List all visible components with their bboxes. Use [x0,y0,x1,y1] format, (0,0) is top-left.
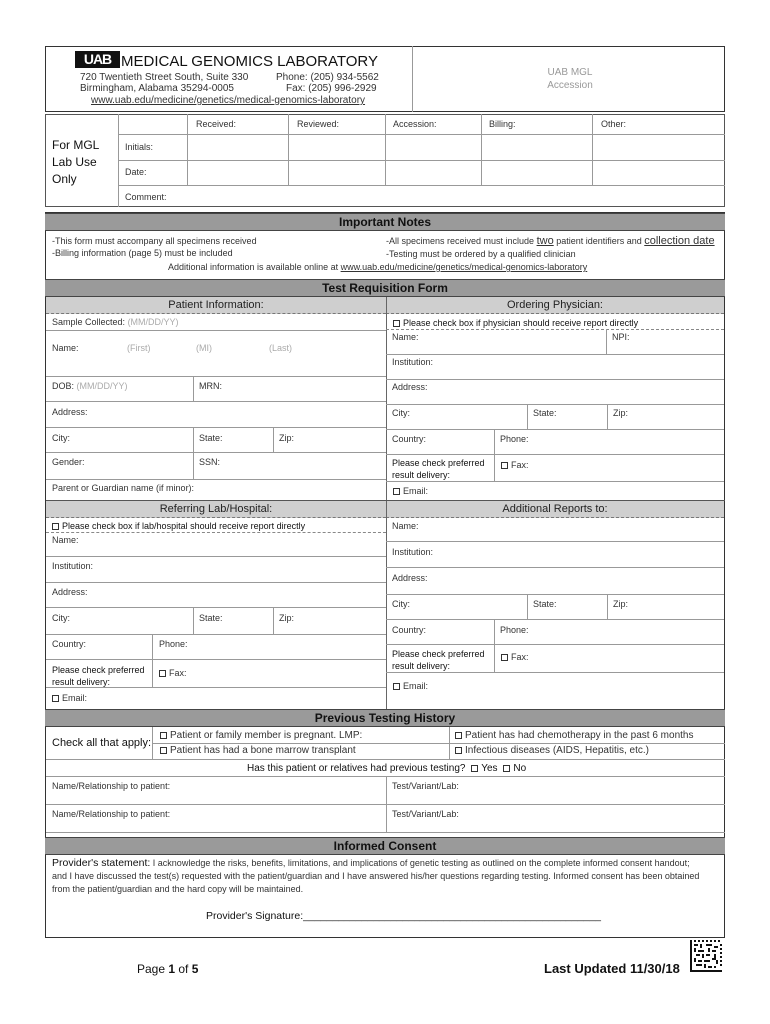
patient-zip-label: Zip: [279,433,295,443]
referring-address-label: Address: [52,587,88,597]
checkbox-icon[interactable] [393,683,400,690]
option-pregnant[interactable]: Patient or family member is pregnant. LMP: [160,730,362,741]
checkbox-icon[interactable] [160,747,167,754]
option-infectious[interactable]: Infectious diseases (AIDS, Hepatitis, etc.) [455,745,649,756]
referring-pref-label: Please check preferred result delivery: [52,665,145,687]
important-notes-header: Important Notes [45,213,725,231]
online-url[interactable]: www.uab.edu/medicine/genetics/medical-genomics-laboratory [340,262,588,272]
physician-city-label: City: [392,408,410,418]
first-placeholder: (First) [127,343,151,353]
referring-check[interactable]: Please check box if lab/hospital should receive report directly [52,521,305,531]
physician-zip-label: Zip: [613,408,629,418]
check-all-label: Check all that apply: [52,737,152,749]
test-variant-1: Test/Variant/Lab: [392,781,459,791]
option-chemotherapy[interactable]: Patient has had chemotherapy in the past 6 months [455,730,693,741]
referring-country-label: Country: [52,639,87,649]
referring-fax-option[interactable]: Fax: [159,668,187,678]
physician-pref-label: Please check preferred result delivery: [392,458,485,480]
last-updated: Last Updated 11/30/18 [544,961,680,976]
physician-fax-option[interactable]: Fax: [501,460,529,470]
note-online: Additional information is available online at www.uab.edu/medicine/genetics/medical-genomics-laboratory [168,262,588,272]
additional-city-label: City: [392,599,410,609]
provider-signature[interactable]: Provider's Signature:___________________________________________________ [206,910,601,922]
last-placeholder: (Last) [269,343,293,353]
checkbox-icon[interactable] [52,695,59,702]
lab-address-2: Birmingham, Alabama 35294-0005 [80,83,234,94]
referring-institution-label: Institution: [52,561,94,571]
consent-line-1: Provider's statement: I acknowledge the risks, benefits, limitations, and implications of genetic testing as outlined on the complete informed consent handout; [52,857,690,869]
checkbox-icon[interactable] [455,747,462,754]
checkbox-icon[interactable] [160,732,167,739]
additional-pref-label: Please check preferred result delivery: [392,649,485,671]
referring-name-label: Name: [52,535,79,545]
no-checkbox-icon[interactable] [503,765,510,772]
mi-placeholder: (MI) [196,343,212,353]
lab-address-1: 720 Twentieth Street South, Suite 330 [80,72,249,83]
checkbox-icon[interactable] [159,670,166,677]
referring-city-label: City: [52,613,70,623]
guardian-label: Parent or Guardian name (if minor): [52,483,195,493]
patient-info-header: Patient Information: [46,297,386,314]
referring-lab-header: Referring Lab/Hospital: [46,501,386,518]
referring-zip-label: Zip: [279,613,295,623]
yes-checkbox-icon[interactable] [471,765,478,772]
test-variant-2: Test/Variant/Lab: [392,809,459,819]
additional-phone-label: Phone: [500,625,529,635]
previous-testing-question: Has this patient or relatives had previous testing? Yes No [247,763,527,774]
referring-phone-label: Phone: [159,639,188,649]
note-left-2: -Billing information (page 5) must be included [52,248,233,258]
additional-email-option[interactable]: Email: [393,681,428,691]
accession-label: UAB MGL Accession [547,67,593,91]
physician-state-label: State: [533,408,557,418]
col-other: Other: [601,119,627,129]
row-initials: Initials: [125,142,154,152]
physician-institution-label: Institution: [392,357,434,367]
lab-name: MEDICAL GENOMICS LABORATORY [121,53,378,70]
additional-reports-header: Additional Reports to: [386,501,724,518]
physician-check[interactable]: Please check box if physician should receive report directly [393,318,638,328]
physician-npi-label: NPI: [612,332,630,342]
note-right-1: -All specimens received must include two patient identifiers and collection date [386,235,715,247]
page-number: Page 1 of 5 [137,962,199,976]
physician-country-label: Country: [392,434,427,444]
ssn-label: SSN: [199,457,221,467]
additional-country-label: Country: [392,625,427,635]
col-reviewed: Reviewed: [297,119,340,129]
sample-collected-label: Sample Collected: (MM/DD/YY) [52,317,179,327]
row-date: Date: [125,167,147,177]
referring-email-option[interactable]: Email: [52,693,87,703]
checkbox-icon[interactable] [393,320,400,327]
checkbox-icon[interactable] [52,523,59,530]
patient-state-label: State: [199,433,223,443]
ordering-physician-header: Ordering Physician: [386,297,724,314]
mrn-label: MRN: [199,381,222,391]
patient-city-label: City: [52,433,70,443]
lab-url[interactable]: www.uab.edu/medicine/genetics/medical-genomics-laboratory [91,95,366,106]
dob-label: DOB: (MM/DD/YY) [52,381,128,391]
uab-logo: UAB [75,51,120,68]
name-relationship-2: Name/Relationship to patient: [52,809,171,819]
name-relationship-1: Name/Relationship to patient: [52,781,171,791]
lab-use-label: For MGL Lab Use Only [52,138,99,186]
test-requisition-header: Test Requisition Form [45,279,725,297]
additional-fax-option[interactable]: Fax: [501,652,529,662]
consent-line-3: from the patient/guardian and the hard copy will be maintained. [52,884,304,894]
checkbox-icon[interactable] [393,488,400,495]
lab-phone: Phone: (205) 934-5562 [276,72,379,83]
informed-consent-header: Informed Consent [45,837,725,855]
datamatrix-barcode-icon [690,940,722,972]
checkbox-icon[interactable] [455,732,462,739]
additional-zip-label: Zip: [613,599,629,609]
additional-name-label: Name: [392,521,419,531]
physician-address-label: Address: [392,382,428,392]
lab-fax: Fax: (205) 996-2929 [286,83,377,94]
option-bone-marrow[interactable]: Patient has had a bone marrow transplant [160,745,356,756]
row-comment: Comment: [125,192,167,202]
col-received: Received: [196,119,237,129]
col-accession: Accession: [393,119,437,129]
previous-testing-header: Previous Testing History [45,709,725,727]
checkbox-icon[interactable] [501,462,508,469]
consent-line-2: and I have discussed the test(s) requested with the patient/guardian and I have answered his/her questions regarding testing. Informed consent has been obtained [52,871,700,881]
physician-name-label: Name: [392,332,419,342]
physician-phone-label: Phone: [500,434,529,444]
additional-state-label: State: [533,599,557,609]
note-right-2: -Testing must be ordered by a qualified clinician [386,249,576,259]
patient-name-label: Name: [52,343,79,353]
additional-address-label: Address: [392,573,428,583]
patient-address-label: Address: [52,407,88,417]
note-left-1: -This form must accompany all specimens received [52,236,257,246]
physician-email-option[interactable]: Email: [393,486,428,496]
referring-state-label: State: [199,613,223,623]
gender-label: Gender: [52,457,85,467]
checkbox-icon[interactable] [501,654,508,661]
col-billing: Billing: [489,119,516,129]
additional-institution-label: Institution: [392,547,434,557]
